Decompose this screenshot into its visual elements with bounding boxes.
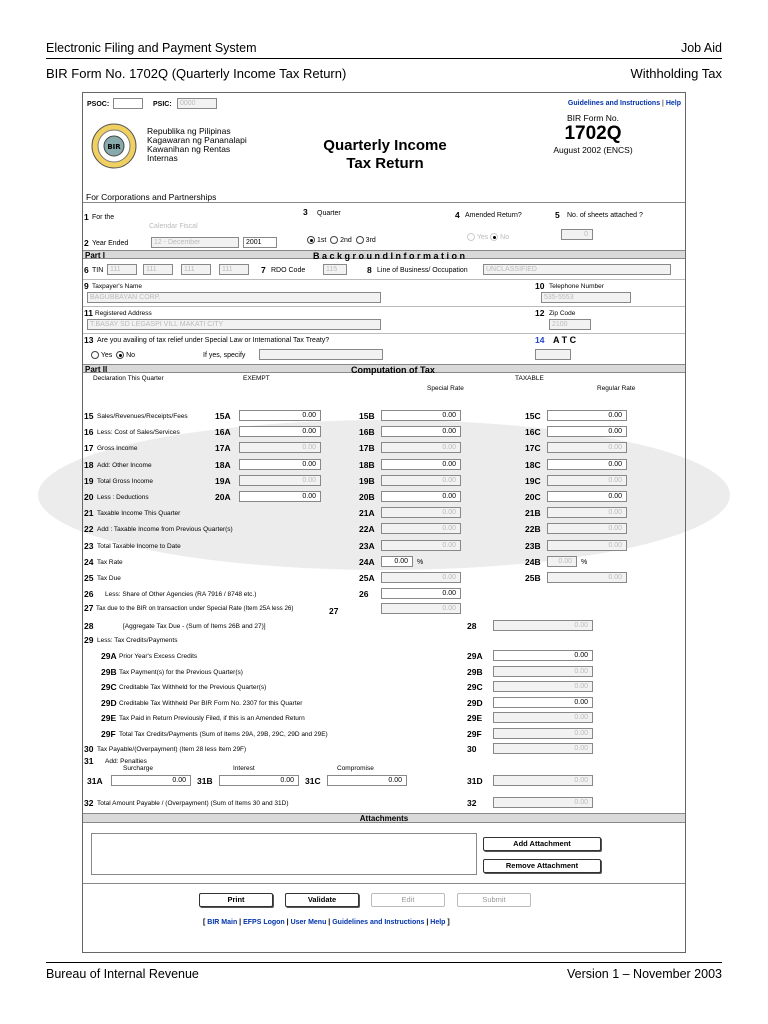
part-2-header <box>83 364 685 373</box>
field-code-15C: 15C <box>525 411 541 421</box>
special-rate-label: Special Rate <box>427 385 464 392</box>
header-left: Electronic Filing and Payment System <box>46 41 257 55</box>
atc-label: A T C <box>553 335 577 345</box>
field-code-31B: 31B <box>197 776 213 787</box>
field-31a[interactable]: 0.00 <box>111 775 191 786</box>
item-32-label: Total Amount Payable / (Overpayment) (Sum of Items 30 and 31D) <box>97 800 289 808</box>
item-20-num: 20 <box>84 492 94 502</box>
amended-no-label: No <box>500 233 510 241</box>
interest-label: Interest <box>233 765 255 773</box>
part-1-label: Part I <box>85 251 106 260</box>
print-button[interactable]: Print <box>199 893 273 907</box>
item-29A-num: 29A <box>101 651 117 662</box>
relief-no-radio[interactable] <box>116 351 124 359</box>
field-21a[interactable]: 0.00 <box>381 507 461 518</box>
field-23a[interactable]: 0.00 <box>381 540 461 551</box>
decl-label: Declaration This Quarter <box>93 375 164 382</box>
nav-guidelines-link[interactable]: Guidelines and Instructions <box>332 919 425 926</box>
item-27-num: 27 <box>84 603 94 614</box>
atc-input[interactable] <box>535 349 571 360</box>
bir-seal-icon <box>91 123 137 169</box>
field-code-29F: 29F <box>467 728 482 739</box>
field-19a[interactable]: 0.00 <box>239 475 321 486</box>
item-29D-label: Creditable Tax Withheld Per BIR Form No. 2307 for this Quarter <box>119 699 303 707</box>
surcharge-label: Surcharge <box>123 765 153 773</box>
field-29e[interactable]: 0.00 <box>493 712 593 723</box>
amended-no-radio[interactable] <box>490 233 498 241</box>
field-code-15A: 15A <box>215 411 231 421</box>
item-6-num: 6 <box>84 265 89 275</box>
field-32[interactable]: 0.00 <box>493 797 593 808</box>
edit-button[interactable]: Edit <box>371 893 445 907</box>
field-17a[interactable]: 0.00 <box>239 442 321 453</box>
field-code-18B: 18B <box>359 459 375 470</box>
field-code-31A: 31A <box>87 776 103 787</box>
field-31b[interactable]: 0.00 <box>219 775 299 786</box>
footer-right: Version 1 – November 2003 <box>567 967 722 981</box>
field-code-19A: 19A <box>215 475 231 486</box>
field-code-31D: 31D <box>467 776 483 787</box>
item-29A-label: Prior Year's Excess Credits <box>119 653 198 661</box>
field-29d[interactable]: 0.00 <box>493 697 593 708</box>
guidelines-link[interactable]: Guidelines and Instructions <box>567 100 661 107</box>
help-link[interactable]: Help <box>665 100 681 107</box>
for-corps-label: For Corporations and Partnerships <box>86 192 217 202</box>
item-29F-label: Total Tax Credits/Payments (Sum of Items 29A, 29B, 29C, 29D and 29E) <box>119 730 328 738</box>
form-number-block <box>523 113 663 155</box>
item-29D-num: 29D <box>101 697 117 708</box>
nav-user-menu-link[interactable]: User Menu <box>290 919 327 926</box>
field-code-26: 26 <box>359 589 369 600</box>
field-26[interactable]: 0.00 <box>381 588 461 599</box>
nav-efps-logon-link[interactable]: EFPS Logon <box>243 919 285 926</box>
field-code-29A: 29A <box>467 651 483 662</box>
relief-yes-label: Yes <box>100 351 113 359</box>
form-no-label: BIR Form No. <box>567 113 619 123</box>
field-29c[interactable]: 0.00 <box>493 681 593 692</box>
field-17c[interactable]: 0.00 <box>547 442 627 453</box>
subheader-left: BIR Form No. 1702Q (Quarterly Income Tax Return) <box>46 66 347 81</box>
field-code-31C: 31C <box>305 776 321 787</box>
relief-specify-select[interactable] <box>259 349 383 360</box>
form-frame <box>82 92 686 953</box>
zip-label: Zip Code <box>549 310 576 317</box>
exempt-label: EXEMPT <box>243 375 270 382</box>
field-code-19C: 19C <box>525 475 541 486</box>
year-input[interactable]: 2001 <box>243 237 277 248</box>
top-links: Guidelines and Instructions | Help <box>567 100 681 107</box>
field-code-29C: 29C <box>467 682 483 693</box>
calendar-fiscal-label: Calendar Fiscal <box>149 223 198 230</box>
attachments-header: Attachments <box>83 813 685 823</box>
form-no: 1702Q <box>564 123 622 144</box>
sheets-input[interactable]: 0 <box>561 229 593 240</box>
field-code-17A: 17A <box>215 443 231 454</box>
field-18c[interactable]: 0.00 <box>547 459 627 470</box>
address-input[interactable]: T.BASAY SD LEGASPI VILL MAKATI CITY <box>87 319 381 330</box>
item-13-num: 13 <box>84 335 94 345</box>
field-code-18A: 18A <box>215 459 231 470</box>
item-26-num: 26 <box>84 589 94 600</box>
item-2-label: Year Ended <box>92 240 129 247</box>
relief-yes-radio[interactable] <box>91 351 99 359</box>
field-19b[interactable]: 0.00 <box>381 475 461 486</box>
lob-input[interactable]: UNCLASSIFIED <box>483 264 671 275</box>
add-attachment-button[interactable]: Add Attachment <box>483 837 601 851</box>
field-31c[interactable]: 0.00 <box>327 775 407 786</box>
addr-label: Registered Address <box>95 310 152 317</box>
taxable-label: TAXABLE <box>515 375 544 382</box>
tin-input-3[interactable]: 111 <box>181 264 211 275</box>
field-20b[interactable]: 0.00 <box>381 491 461 502</box>
quarter-3-radio[interactable] <box>356 236 364 244</box>
attachments-list[interactable] <box>91 833 477 875</box>
field-18a[interactable]: 0.00 <box>239 459 321 470</box>
item-17-label: Gross Income <box>97 445 138 453</box>
field-21b[interactable]: 0.00 <box>547 507 627 518</box>
q1-label: 1st <box>316 236 327 244</box>
item-29B-num: 29B <box>101 666 117 677</box>
agency-line: Republika ng Pilipinas <box>147 126 231 136</box>
amended-radios <box>467 233 509 241</box>
field-15a[interactable]: 0.00 <box>239 410 321 421</box>
quarter-radios <box>307 236 376 244</box>
psic-input[interactable]: 0000 <box>177 98 217 109</box>
item-30-label: Tax Payable/(Overpayment) (Item 28 less Item 29F) <box>97 746 247 754</box>
field-24b[interactable]: 0.00 <box>547 556 577 567</box>
item-29C-num: 29C <box>101 682 117 693</box>
item-29F-num: 29F <box>101 728 116 739</box>
field-27[interactable]: 0.00 <box>381 603 461 614</box>
item-18-label: Add: Other Income <box>97 461 152 469</box>
item-1-label: For the <box>92 214 115 221</box>
field-16a[interactable]: 0.00 <box>239 426 321 437</box>
pct-24b: % <box>581 558 588 566</box>
footer-left: Bureau of Internal Revenue <box>46 967 199 981</box>
field-code-28: 28 <box>467 621 477 632</box>
divider <box>83 883 685 884</box>
item-3-label: Quarter <box>317 210 341 217</box>
tin-label: TIN <box>92 267 104 274</box>
field-code-16C: 16C <box>525 427 541 438</box>
item-24-num: 24 <box>84 556 94 567</box>
field-code-30: 30 <box>467 744 477 755</box>
item-32-num: 32 <box>84 798 94 809</box>
item-22-label: Add : Taxable Income from Previous Quarter(s) <box>97 526 233 534</box>
field-code-23A: 23A <box>359 540 375 551</box>
item-29E-num: 29E <box>101 713 117 724</box>
item-29-num: 29 <box>84 635 94 646</box>
doc-header <box>46 41 722 55</box>
tel-label: Telephone Number <box>549 283 604 290</box>
item-20-label: Less : Deductions <box>97 494 149 501</box>
agency-line: Kagawaran ng Pananalapi <box>147 135 247 145</box>
part-1-header <box>83 250 685 259</box>
telephone-input[interactable]: 535-5553 <box>541 292 631 303</box>
ifyes-label: If yes, specify <box>203 352 246 359</box>
psoc-input[interactable] <box>113 98 143 109</box>
item-31-label: Add: Penalties <box>105 758 147 766</box>
field-code-29B: 29B <box>467 666 483 677</box>
item-25-label: Tax Due <box>97 575 121 582</box>
relief-no-label: No <box>126 351 136 359</box>
item-22-num: 22 <box>84 524 94 535</box>
field-code-24A: 24A <box>359 556 375 567</box>
item-29C-label: Creditable Tax Withheld for the Previous Quarter(s) <box>119 684 267 692</box>
item-29B-label: Tax Payment(s) for the Previous Quarter(s) <box>119 668 243 676</box>
field-code-15B: 15B <box>359 411 375 421</box>
tin-input-1[interactable]: 111 <box>107 264 137 275</box>
item-12-num: 12 <box>535 308 545 318</box>
item-21-num: 21 <box>84 508 94 519</box>
field-24a[interactable]: 0.00 <box>381 556 413 567</box>
field-29f[interactable]: 0.00 <box>493 728 593 739</box>
item-11-num: 11 <box>84 308 93 318</box>
field-code-25A: 25A <box>359 573 375 583</box>
nav-help-link[interactable]: Help <box>430 919 446 926</box>
divider <box>83 333 685 334</box>
bottom-nav: [ BIR Main | EFPS Logon | User Menu | Guidelines and Instructions | Help ] <box>203 919 450 926</box>
compromise-label: Compromise <box>337 765 374 773</box>
name-label: Taxpayer's Name <box>92 283 143 290</box>
svg-text:BIR: BIR <box>107 143 121 151</box>
item-23-label: Total Taxable Income to Date <box>97 542 181 550</box>
field-20a[interactable]: 0.00 <box>239 491 321 502</box>
remove-attachment-button[interactable]: Remove Attachment <box>483 859 601 873</box>
item-27-label: Tax due to the BIR on transaction under Special Rate (Item 25A less 26) <box>96 605 294 613</box>
q3-label: 3rd <box>365 236 376 244</box>
field-code-19B: 19B <box>359 475 375 486</box>
item-21-label: Taxable Income This Quarter <box>97 510 181 518</box>
item-24-label: Tax Rate <box>97 558 123 566</box>
item-2-num: 2 <box>84 238 89 248</box>
field-31d[interactable]: 0.00 <box>493 775 593 786</box>
item-3-num: 3 <box>303 207 308 217</box>
field-25b[interactable]: 0.00 <box>547 572 627 583</box>
item-28-num: 28 <box>84 621 94 632</box>
field-code-16A: 16A <box>215 427 231 438</box>
item-28-label: [Aggregate Tax Due - (Sum of Items 26B and 27)] <box>123 623 266 631</box>
item-17-num: 17 <box>84 443 94 454</box>
item-23-num: 23 <box>84 540 94 551</box>
item-4-num: 4 <box>455 210 460 220</box>
regular-rate-label: Regular Rate <box>597 385 636 392</box>
agency-block <box>147 127 247 163</box>
field-30[interactable]: 0.00 <box>493 743 593 754</box>
item-19-num: 19 <box>84 475 94 486</box>
item-25-num: 25 <box>84 573 94 583</box>
header-right: Job Aid <box>680 41 722 55</box>
item-4-label: Amended Return? <box>465 212 522 219</box>
field-code-25B: 25B <box>525 573 541 583</box>
item-5-label: No. of sheets attached ? <box>567 212 643 219</box>
item-7-num: 7 <box>261 265 266 275</box>
field-code-18C: 18C <box>525 459 541 470</box>
field-22a[interactable]: 0.00 <box>381 523 461 534</box>
item-16-num: 16 <box>84 427 94 438</box>
field-22b[interactable]: 0.00 <box>547 523 627 534</box>
item-1-num: 1 <box>84 212 89 222</box>
title-line-1: Quarterly Income <box>323 137 447 154</box>
part-2-label: Part II <box>85 365 108 374</box>
field-code-20C: 20C <box>525 492 541 502</box>
field-23b[interactable]: 0.00 <box>547 540 627 551</box>
item-29E-label: Tax Paid in Return Previously Filed, if this is an Amended Return <box>119 715 305 723</box>
zip-input[interactable]: 2100 <box>549 319 591 330</box>
divider <box>83 306 685 307</box>
doc-subheader <box>46 66 722 81</box>
field-code-29E: 29E <box>467 713 483 724</box>
field-code-16B: 16B <box>359 427 375 438</box>
amended-yes-label: Yes <box>476 233 489 241</box>
q13-label: Are you availing of tax relief under Special Law or International Tax Treaty? <box>97 337 330 344</box>
quarter-2-radio[interactable] <box>330 236 338 244</box>
title-line-2: Tax Return <box>346 155 424 172</box>
quarter-1-radio[interactable] <box>307 236 315 244</box>
rdo-label: RDO Code <box>271 267 306 274</box>
amended-yes-radio[interactable] <box>467 233 475 241</box>
subheader-right: Withholding Tax <box>630 66 722 81</box>
field-17b[interactable]: 0.00 <box>381 442 461 453</box>
divider <box>83 202 685 203</box>
field-code-21A: 21A <box>359 508 375 519</box>
pct-24a: % <box>417 558 424 566</box>
item-18-num: 18 <box>84 459 94 470</box>
header-rule <box>46 58 722 59</box>
field-15b[interactable]: 0.00 <box>381 410 461 421</box>
field-29a[interactable]: 0.00 <box>493 650 593 661</box>
field-code-32: 32 <box>467 798 477 809</box>
agency-line: Internas <box>147 153 178 163</box>
relief-radios <box>91 351 135 359</box>
nav-bir-main-link[interactable]: BIR Main <box>207 919 238 926</box>
item-9-num: 9 <box>84 281 89 291</box>
field-29b[interactable]: 0.00 <box>493 666 593 677</box>
field-code-21B: 21B <box>525 508 541 519</box>
item-30-num: 30 <box>84 744 94 755</box>
field-code-22B: 22B <box>525 524 541 535</box>
field-18b[interactable]: 0.00 <box>381 459 461 470</box>
rdo-input[interactable]: 115 <box>323 264 347 275</box>
month-select[interactable]: 12 - December <box>151 237 239 248</box>
item-14-num: 14 <box>535 335 545 345</box>
field-code-20A: 20A <box>215 492 231 502</box>
field-19c[interactable]: 0.00 <box>547 475 627 486</box>
form-edition: August 2002 (ENCS) <box>553 145 633 155</box>
field-code-17C: 17C <box>525 443 541 454</box>
item-29-label: Less: Tax Credits/Payments <box>97 637 178 645</box>
field-code-17B: 17B <box>359 443 375 454</box>
item-19-label: Total Gross Income <box>97 477 153 485</box>
psic-label: PSIC: <box>153 101 172 108</box>
field-20c[interactable]: 0.00 <box>547 491 627 502</box>
taxpayer-name-input[interactable]: BAGUBBAYAN CORP. <box>87 292 381 303</box>
part-1-title: B a c k g r o u n d I n f o r m a t i o n <box>313 251 466 261</box>
item-16-label: Less: Cost of Sales/Services <box>97 429 180 437</box>
field-code-24B: 24B <box>525 556 541 567</box>
field-code-29D: 29D <box>467 697 483 708</box>
divider <box>83 279 685 280</box>
field-code-22A: 22A <box>359 524 375 535</box>
field-15c[interactable]: 0.00 <box>547 410 627 421</box>
field-code-20B: 20B <box>359 492 375 502</box>
item-15-label: Sales/Revenues/Receipts/Fees <box>97 413 188 420</box>
form-title <box>305 137 465 173</box>
part-2-title: Computation of Tax <box>351 365 435 375</box>
q2-label: 2nd <box>340 236 352 244</box>
item-31-num: 31 <box>84 756 94 767</box>
agency-line: Kawanihan ng Rentas <box>147 144 231 154</box>
psoc-label: PSOC: <box>87 101 110 108</box>
tin-input-2[interactable]: 111 <box>143 264 173 275</box>
item-5-num: 5 <box>555 210 560 220</box>
doc-footer <box>46 967 722 981</box>
item-15-num: 15 <box>84 411 94 421</box>
lob-label: Line of Business/ Occupation <box>377 267 468 274</box>
validate-button[interactable]: Validate <box>285 893 359 907</box>
field-28[interactable]: 0.00 <box>493 620 593 631</box>
field-16c[interactable]: 0.00 <box>547 426 627 437</box>
item-26-label: Less: Share of Other Agencies (RA 7916 / 8748 etc.) <box>105 591 257 599</box>
item-8-num: 8 <box>367 265 372 275</box>
field-code-23B: 23B <box>525 540 541 551</box>
field-25a[interactable]: 0.00 <box>381 572 461 583</box>
tin-input-4[interactable]: 111 <box>219 264 249 275</box>
field-16b[interactable]: 0.00 <box>381 426 461 437</box>
submit-button[interactable]: Submit <box>457 893 531 907</box>
field-code-27: 27 <box>329 606 339 617</box>
footer-rule <box>46 962 722 963</box>
item-10-num: 10 <box>535 281 545 291</box>
